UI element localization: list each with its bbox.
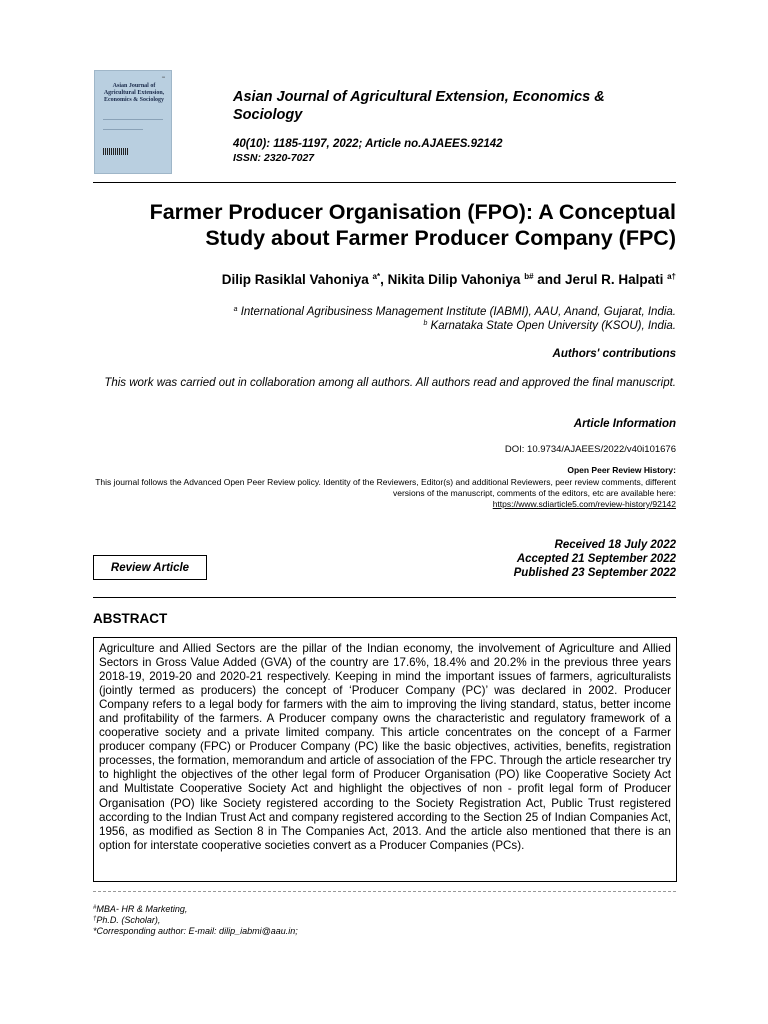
cover-title-line: Agricultural Extension, bbox=[103, 90, 165, 96]
article-info-heading: Article Information bbox=[573, 418, 676, 430]
abstract-heading: ABSTRACT bbox=[93, 611, 168, 626]
author-separator: and bbox=[533, 272, 566, 287]
affiliation-mark: a bbox=[233, 306, 238, 313]
cover-title-line: Economics & Sociology bbox=[104, 97, 164, 103]
journal-name: Asian Journal of Agricultural Extension, Economics & Sociology bbox=[233, 89, 605, 123]
accepted-date: Accepted 21 September 2022 bbox=[516, 553, 676, 565]
cover-barcode bbox=[103, 148, 129, 155]
footnote-phd bbox=[93, 915, 160, 925]
author-mark: a* bbox=[372, 272, 381, 281]
cover-issn-mark: ▪▪▪ bbox=[161, 75, 165, 79]
affiliation-b bbox=[423, 320, 676, 332]
affiliation-mark: b bbox=[423, 320, 428, 327]
article-title bbox=[93, 199, 676, 251]
article-title-line-1: Farmer Producer Organisation (FPO): A Conceptual bbox=[149, 200, 676, 224]
cover-rule bbox=[103, 129, 143, 130]
author-separator: , bbox=[380, 272, 388, 287]
author-name: Jerul R. Halpati bbox=[565, 272, 664, 287]
journal-cover-image bbox=[94, 70, 172, 174]
doi[interactable]: DOI: 10.9734/AJAEES/2022/v40i101676 bbox=[504, 444, 676, 455]
contributions-text: This work was carried out in collaboration among all authors. All authors read and approved the final manuscript. bbox=[104, 377, 676, 389]
footnote-mark: # bbox=[93, 905, 97, 911]
cover-title bbox=[103, 83, 165, 104]
author-name: Dilip Rasiklal Vahoniya bbox=[221, 272, 369, 287]
affiliation-text: Karnataka State Open University (KSOU), India. bbox=[430, 320, 676, 332]
author-mark: b# bbox=[524, 272, 534, 281]
article-title-line-2: Study about Farmer Producer Company (FPC) bbox=[205, 226, 676, 250]
volume-info: 40(10): 1185-1197, 2022; Article no.AJAEES.92142 bbox=[233, 138, 503, 150]
cover-rule bbox=[103, 119, 163, 120]
footnote-text: *Corresponding author: E-mail: dilip_iabmi@aau.in; bbox=[93, 926, 298, 936]
contributions-heading: Authors' contributions bbox=[552, 348, 676, 360]
footnote-divider bbox=[93, 891, 676, 892]
footnote-corresponding-author bbox=[93, 926, 298, 936]
published-date: Published 23 September 2022 bbox=[513, 567, 676, 579]
affiliation-a bbox=[234, 306, 676, 318]
footnote-text: MBA- HR & Marketing, bbox=[96, 904, 188, 914]
article-type-badge: Review Article bbox=[93, 555, 207, 580]
received-date: Received 18 July 2022 bbox=[554, 539, 676, 551]
cover-title-line: Asian Journal of bbox=[112, 83, 156, 89]
footnote-mba bbox=[93, 904, 187, 914]
author-name: Nikita Dilip Vahoniya bbox=[387, 272, 521, 287]
header-divider bbox=[93, 182, 676, 183]
review-history-text: This journal follows the Advanced Open Peer Review policy. Identity of the Reviewers, Editor(s) and additional Reviewers, peer review comments, different versions of the manuscript, comments of the editors, etc are available here: bbox=[95, 477, 676, 498]
footnote-mark: † bbox=[93, 916, 97, 922]
author-list bbox=[93, 272, 676, 287]
review-history-link[interactable]: https://www.sdiarticle5.com/review-history/92142 bbox=[492, 499, 676, 509]
footnote-text: Ph.D. (Scholar), bbox=[96, 915, 161, 925]
affiliation-text: International Agribusiness Management Institute (IABMI), AAU, Anand, Gujarat, India. bbox=[240, 306, 676, 318]
abstract-divider bbox=[93, 597, 676, 598]
issn: ISSN: 2320-7027 bbox=[233, 152, 315, 164]
abstract-text: Agriculture and Allied Sectors are the pillar of the Indian economy, the involvement of Agriculture and Allied Sectors in Gross Value Added (GVA) of the country are 17.6%, 18.4% and 20.2% in the previous three years 2018-19, 2019-20 and 2020-21 respectively. Keeping in mind the important issues of farmers, agriculturalists (jointly termed as producers) the concept of ‘Producer Company (PC)’ was declared in 2002. Producer Company refers to a legal body for farmers with the aim to improving the living standard, status, better income and profitability of the farmers. A Producer company owns the characteristic and regulatory framework of a cooperative society and a private limited company. This article concentrates on the concept of a Farmer producer company (FPC) or Producer Company (PC) like the basic objectives, activities, benefits, registration processes, the formation, memorandum and article of association of the FPC. Through the article researcher try to highlight the objectives of the other legal form of Producer Organisation (PO) like Cooperative Society Act and Multistate Cooperative Society Act and highlight the objectives of non - profit legal form of Producer Organisation (PO) like Society registered according to the Society Registration Act, Public Trust registered according to the Indian Trust Act and company registered according to the Section 25 of Indian Companies Act, 1956, as modified as Section 8 in The Companies Act, 2013. And the article also mentioned that there is an option for interstate cooperative societies convert as a Producer Companies (PCs). bbox=[99, 642, 672, 852]
abstract-box bbox=[93, 637, 677, 882]
review-history-heading: Open Peer Review History: bbox=[567, 465, 676, 475]
author-mark: a† bbox=[667, 272, 676, 281]
